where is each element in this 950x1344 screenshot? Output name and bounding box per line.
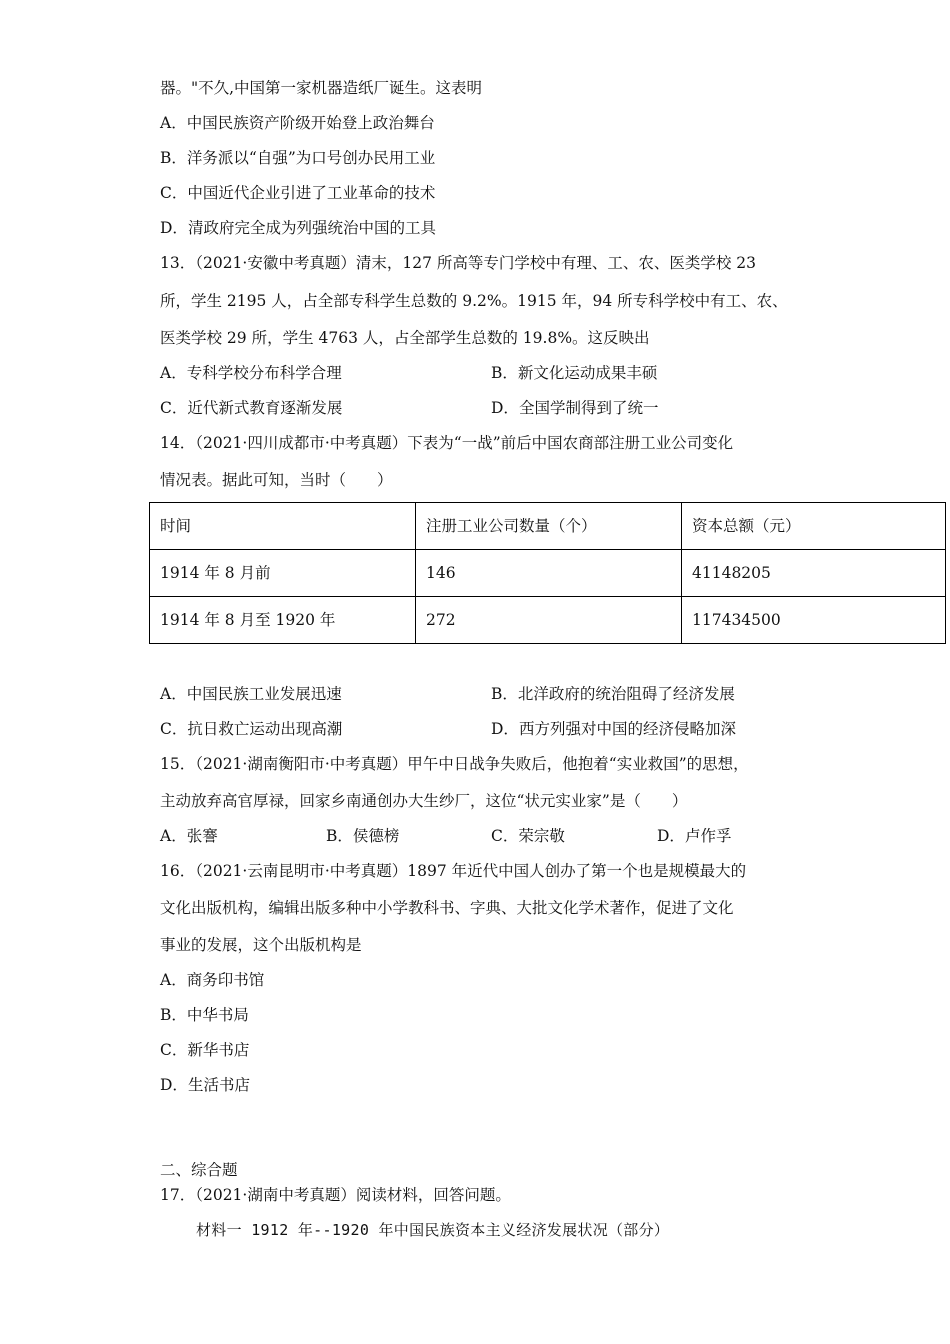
q16-stem-line-1: 16．（2021·云南昆明市·中考真题）1897 年近代中国人创办了第一个也是规模最大的	[160, 862, 747, 880]
table-row	[150, 597, 946, 644]
option-label: B．	[326, 827, 353, 845]
table-cell: 117434500	[682, 597, 946, 644]
option-text: 中华书局	[186, 1006, 249, 1024]
q14-option-c[interactable]	[160, 719, 342, 739]
q14-stem-line-2: 情况表。据此可知，当时（ ）	[160, 471, 393, 489]
option-label: A．	[160, 827, 187, 845]
q16-stem-line-3: 事业的发展，这个出版机构是	[160, 936, 362, 954]
option-text: 洋务派以“自强”为口号创办民用工业	[186, 149, 436, 167]
q16-option-b[interactable]	[160, 1005, 249, 1025]
option-label: D．	[491, 720, 519, 738]
option-text: 新华书店	[187, 1041, 250, 1059]
q15-stem-line-2: 主动放弃高官厚禄，回家乡南通创办大生纱厂，这位“状元实业家”是（ ）	[160, 792, 688, 810]
q12-stem-tail: 器。"不久,中国第一家机器造纸厂诞生。这表明	[160, 79, 483, 97]
option-label: C．	[160, 720, 188, 738]
option-text: 西方列强对中国的经济侵略加深	[518, 720, 736, 738]
table-cell: 272	[416, 597, 682, 644]
q15-stem-line-1: 15．（2021·湖南衡阳市·中考真题）甲午中日战争失败后，他抱着“实业救国”的思想，	[160, 755, 749, 773]
table-header-row	[150, 503, 946, 550]
table-header-cell: 资本总额（元）	[682, 503, 946, 550]
option-label: C．	[160, 399, 188, 417]
q13-stem-line-3: 医类学校 29 所，学生 4763 人，占全部学生总数的 19.8%。这反映出	[160, 329, 650, 347]
material-caption: 材料一 1912 年--1920 年中国民族资本主义经济发展状况（部分）	[196, 1221, 670, 1239]
option-label: A．	[160, 685, 187, 703]
option-text: 中国民族资产阶级开始登上政治舞台	[186, 114, 435, 132]
q16-option-c[interactable]	[160, 1040, 249, 1060]
option-label: B．	[160, 1006, 187, 1024]
q16-option-d[interactable]	[160, 1075, 250, 1095]
q13-stem-line-1: 13．（2021·安徽中考真题）清末，127 所高等专门学校中有理、工、农、医类学校 23	[160, 254, 757, 272]
q14-option-b[interactable]	[491, 684, 735, 704]
table-header-cell: 时间	[150, 503, 416, 550]
table-cell: 1914 年 8 月前	[150, 550, 416, 597]
option-text: 清政府完全成为列强统治中国的工具	[187, 219, 436, 237]
option-text: 商务印书馆	[186, 971, 265, 989]
option-text: 中国民族工业发展迅速	[186, 685, 342, 703]
section-heading: 二、综合题	[160, 1161, 238, 1179]
option-text: 全国学制得到了统一	[518, 399, 659, 417]
table-header-cell: 注册工业公司数量（个）	[416, 503, 682, 550]
option-label: C．	[160, 1041, 188, 1059]
option-label: C．	[160, 184, 188, 202]
option-text: 中国近代企业引进了工业革命的技术	[187, 184, 436, 202]
option-text: 张謇	[186, 827, 218, 845]
option-text: 荣宗敬	[518, 827, 565, 845]
q12-option-d[interactable]	[160, 218, 436, 238]
option-text: 抗日救亡运动出现高潮	[187, 720, 343, 738]
option-text: 专科学校分布科学合理	[186, 364, 342, 382]
option-label: C．	[491, 827, 519, 845]
table-row	[150, 550, 946, 597]
option-label: A．	[160, 114, 187, 132]
option-label: A．	[160, 971, 187, 989]
q13-option-a[interactable]	[160, 363, 342, 383]
table-cell: 1914 年 8 月至 1920 年	[150, 597, 416, 644]
q14-option-d[interactable]	[491, 719, 736, 739]
q13-option-d[interactable]	[491, 398, 658, 418]
table-cell: 146	[416, 550, 682, 597]
q15-option-a[interactable]	[160, 826, 218, 846]
q12-option-a[interactable]	[160, 113, 435, 133]
q16-option-a[interactable]	[160, 970, 264, 990]
option-label: B．	[160, 149, 187, 167]
option-text: 生活书店	[187, 1076, 250, 1094]
option-label: D．	[160, 1076, 188, 1094]
q12-option-c[interactable]	[160, 183, 435, 203]
option-text: 北洋政府的统治阻碍了经济发展	[517, 685, 735, 703]
option-text: 侯德榜	[352, 827, 400, 845]
q13-stem-line-2: 所，学生 2195 人，占全部专科学生总数的 9.2%。1915 年，94 所专科学校中有工、农、	[160, 292, 788, 310]
q12-option-b[interactable]	[160, 148, 435, 168]
q16-stem-line-2: 文化出版机构，编辑出版多种中小学教科书、字典、大批文化学术著作，促进了文化	[160, 899, 734, 917]
q13-option-c[interactable]	[160, 398, 342, 418]
q15-option-c[interactable]	[491, 826, 565, 846]
table-cell: 41148205	[682, 550, 946, 597]
option-label: D．	[657, 827, 685, 845]
q14-option-a[interactable]	[160, 684, 342, 704]
option-text: 卢作孚	[684, 827, 732, 845]
q17-stem: 17．（2021·湖南中考真题）阅读材料，回答问题。	[160, 1186, 511, 1204]
option-text: 近代新式教育逐渐发展	[187, 399, 343, 417]
option-text: 新文化运动成果丰硕	[517, 364, 658, 382]
option-label: D．	[160, 219, 188, 237]
q14-data-table	[149, 502, 946, 644]
option-label: B．	[491, 364, 518, 382]
option-label: D．	[491, 399, 519, 417]
q15-option-b[interactable]	[326, 826, 399, 846]
option-label: B．	[491, 685, 518, 703]
q14-stem-line-1: 14．（2021·四川成都市·中考真题）下表为“一战”前后中国农商部注册工业公司变化	[160, 434, 734, 452]
q15-option-d[interactable]	[657, 826, 731, 846]
option-label: A．	[160, 364, 187, 382]
q13-option-b[interactable]	[491, 363, 657, 383]
